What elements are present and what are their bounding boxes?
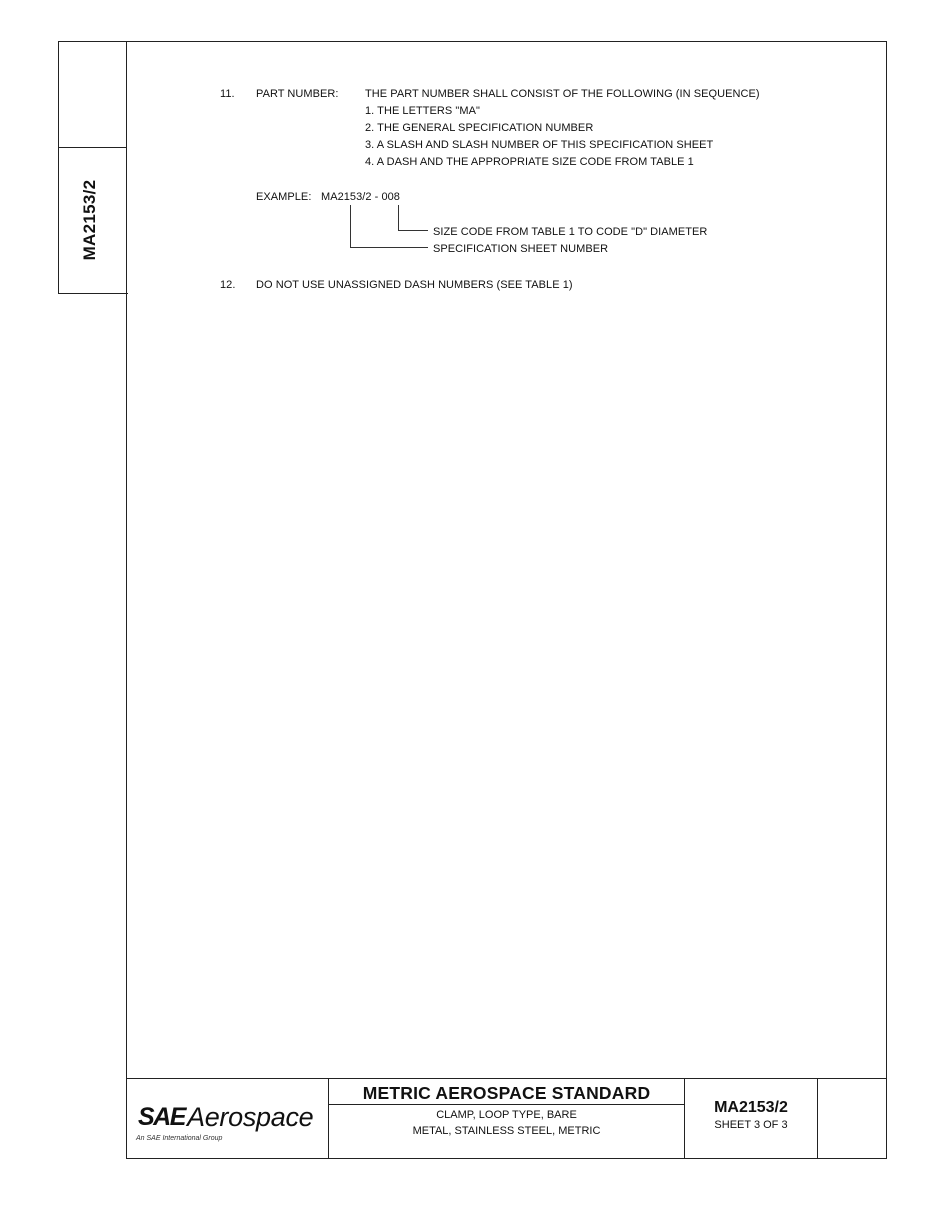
callout-line-size-horizontal (398, 230, 428, 231)
side-tab-doc-number: MA2153/2 (80, 179, 99, 261)
section-11-heading: PART NUMBER: (256, 88, 339, 100)
callout-size-code: SIZE CODE FROM TABLE 1 TO CODE "D" DIAMETER (433, 226, 708, 238)
document-title-line-2: METAL, STAINLESS STEEL, METRIC (412, 1125, 601, 1137)
document-number-cell (685, 1079, 818, 1159)
callout-line-size-vertical (398, 205, 399, 230)
section-11-intro: THE PART NUMBER SHALL CONSIST OF THE FOLLOWING (IN SEQUENCE) (365, 88, 760, 100)
document-number: MA2153/2 (714, 1099, 788, 1116)
standard-heading: METRIC AEROSPACE STANDARD (362, 1083, 651, 1103)
page-frame (126, 41, 887, 1159)
section-11-item: 1. THE LETTERS "MA" (365, 105, 480, 117)
sheet-number: SHEET 3 OF 3 (714, 1119, 788, 1131)
sae-logo-mark: SAE (138, 1103, 185, 1131)
blank-cell (818, 1079, 887, 1159)
title-block (126, 1078, 887, 1159)
callout-spec-sheet: SPECIFICATION SHEET NUMBER (433, 243, 609, 255)
section-12-number: 12. (220, 279, 236, 291)
section-12-text: DO NOT USE UNASSIGNED DASH NUMBERS (SEE TABLE 1) (256, 279, 573, 291)
example-label: EXAMPLE: (256, 191, 312, 203)
side-tab-divider (59, 147, 127, 148)
callout-line-spec-vertical (350, 205, 351, 247)
sae-logo (126, 1079, 328, 1159)
section-11-item: 3. A SLASH AND SLASH NUMBER OF THIS SPECIFICATION SHEET (365, 139, 714, 151)
example-value: MA2153/2 - 008 (321, 191, 400, 203)
title-divider (329, 1104, 684, 1105)
title-cell (328, 1079, 685, 1159)
section-11-number: 11. (220, 88, 235, 100)
callout-line-spec-horizontal (350, 247, 428, 248)
sae-logo-subtitle: An SAE International Group (136, 1135, 223, 1142)
sae-logo-word: Aerospace (187, 1102, 314, 1132)
document-title-line-1: CLAMP, LOOP TYPE, BARE (436, 1109, 577, 1121)
section-11-item: 2. THE GENERAL SPECIFICATION NUMBER (365, 122, 594, 134)
section-11-item: 4. A DASH AND THE APPROPRIATE SIZE CODE FROM TABLE 1 (365, 156, 694, 168)
